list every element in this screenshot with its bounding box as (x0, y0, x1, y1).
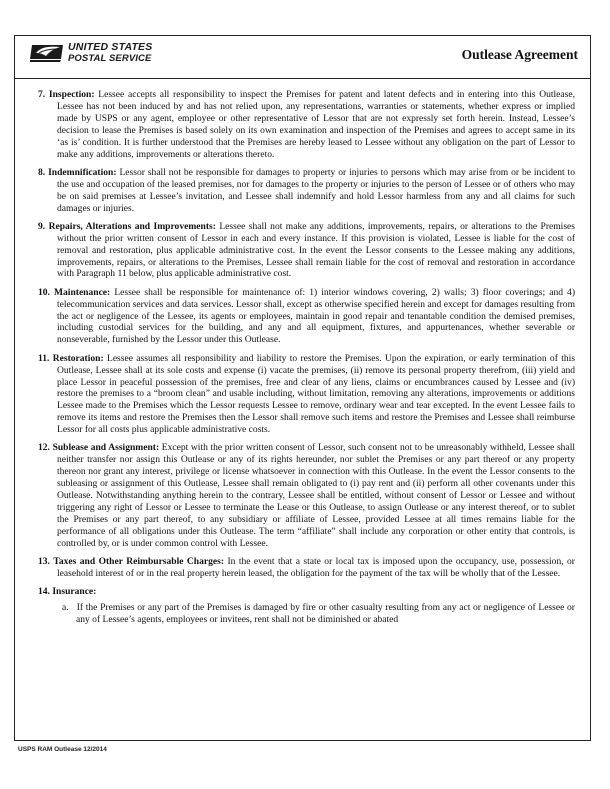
section-heading: Inspection: (48, 89, 95, 100)
header-divider (14, 78, 591, 79)
section-heading: Restoration: (52, 352, 104, 364)
section-taxes (38, 556, 575, 580)
section-maintenance (38, 287, 575, 347)
section-number: 12. (38, 442, 50, 454)
section-indemnification (38, 167, 575, 215)
document-body (38, 89, 575, 626)
section-heading: Taxes and Other Reimbursable Charges: (53, 555, 225, 567)
item-text: If the Premises or any part of the Premises is damaged by fire or other casualty resulting from any act or negligence of Lessee or any of Lessee’s agents, employees or invitees, rent shall not be diminished or abated (76, 602, 575, 625)
insurance-item-a (38, 602, 575, 626)
section-heading: Indemnification: (48, 166, 117, 178)
section-sublease (38, 442, 575, 549)
section-number: 7. (38, 89, 46, 100)
section-heading: Maintenance: (54, 286, 111, 298)
section-repairs (38, 221, 575, 281)
document-title: Outlease Agreement (461, 47, 578, 62)
section-text: Lessee shall not make any additions, improvements, repairs, or alterations to the Premises without the prior written consent of Lessor in each and every instance. If this provision is violated, Lessee is liable for the cost of removal and restoration, plus applicable administrative cost. In the event the Lessor consents to the Lessee making any additions, improvements, repairs, or alterations to the Premises, Lessee shall remain liable for the cost of removal and restoration in accordance with Paragraph 11 below, plus applicable administrative cost. (57, 220, 576, 280)
section-text: Lessee accepts all responsibility to inspect the Premises for patent and latent defects and in entering into this Outlease, Lessee has not been induced by and has not relied upon, any representations, warranties or statements, whether express or implied made by USPS or any agent, employee or other representative of Lessor that are not expressly set forth herein. Instead, Lessee’s decision to lease the Premises is based solely on its own examination and inspection of the Premises and agrees to accept same in its ‘as is’ condition. It is further understood that the Premises are hereby leased to Lessee without any obligation on the part of Lessor to make any additions, improvements or alterations thereto. (57, 89, 575, 160)
section-heading: Insurance: (52, 586, 97, 598)
section-heading: Repairs, Alterations and Improvements: (48, 220, 216, 232)
section-text: Lessee assumes all responsibility and liability to restore the Premises. Upon the expiration, or early termination of this Outlease, Lessee shall at its sole costs and expense (i) vacate the premises, (ii) remove its personal property therefrom, (iii) yield and place Lessor in peaceful possession of the premises, free and clear of any liens, claims or encumbrances caused by Lessee and (iv) restore the premises to a “broom clean” and usable including, without limitation, removing any alterations, improvements or additions Lessee made to the Premises which the Lessor requests Lessee to remove, ordinary wear and tear excepted. In the event Lessee fails to remove its items and restore the Premises then the Lessor shall remove such items and restore the Premises and Lessee shall reimburse Lessor for all costs plus applicable administrative costs. (57, 352, 575, 436)
section-number: 8. (38, 166, 46, 178)
section-number: 11. (38, 352, 50, 364)
section-number: 14. (38, 586, 50, 598)
form-footer: USPS RAM Outlease 12/2014 (18, 746, 107, 753)
section-text: Lessee shall be responsible for maintenance of: 1) interior windows covering, 2) walls; 3) floor coverings; and 4) telecommunication services and data services. Lessor shall, except as otherwise specified herein and except for damages resulting from the act or negligence of the Lessee, its agents or employees, maintain in good repair and tenantable condition the demised premises, including custodial services for the building, and any and all equipment, fixtures, and appurtenances, whether severable or nonseverable, furnished by the Lessor under this Outlease. (57, 286, 576, 346)
logo-line-2: POSTAL SERVICE (68, 53, 152, 64)
section-number: 13. (38, 555, 50, 567)
section-restoration (38, 353, 575, 436)
section-inspection (38, 89, 575, 160)
item-label: a. (62, 602, 69, 614)
logo-line-1: UNITED STATES (68, 41, 153, 53)
section-insurance (38, 586, 575, 598)
usps-eagle-icon (30, 41, 64, 65)
usps-logo (30, 39, 200, 73)
section-text: In the event that a state or local tax is imposed upon the occupancy, use, possession, or leasehold interest of or in the real property herein leased, the obligation for the payment of the tax will be wholly that of the Lessee. (57, 555, 575, 579)
section-text: Lessor shall not be responsible for damages to property or injuries to persons which may arise from or be incident to the use and occupation of the leased premises, nor for damages to the property or injuries to the person of Lessee or of others who may be on said premises at Lessee’s invitation, and Lessee shall indemnify and hold Lessor harmless from any and all claims for such damages or injuries. (57, 166, 575, 214)
section-number: 9. (38, 220, 46, 232)
section-number: 10. (38, 286, 50, 298)
section-heading: Sublease and Assignment: (52, 442, 160, 454)
section-text: Except with the prior written consent of Lessor, such consent not to be unreasonably withheld, Lessee shall neither transfer nor assign this Outlease or any of its rights hereunder, nor sublet the Premises or any part thereof or any property thereon nor grant any interest, privilege or license whatsoever in connection with this Outlease. In the event the Lessor consents to the subleasing or assignment of this Outlease, Lessee shall remain obligated to (i) pay rent and (ii) perform all other covenants under this Outlease. Notwithstanding anything herein to the contrary, Lessee shall be entitled, without consent of Lessor or Lessee and without triggering any right of Lessor or Lessee to terminate the Lease or this Outlease, to assign Outlease or any interest thereof, or to sublet the Premises or any part thereof, to any subsidiary or affiliate of Lessee, provided Lessee at all times remains liable for the performance of all obligations under this Outlease. The term “affiliate” shall include any corporation or other entity that controls, is controlled by, or is under common control with Lessee. (57, 442, 576, 549)
